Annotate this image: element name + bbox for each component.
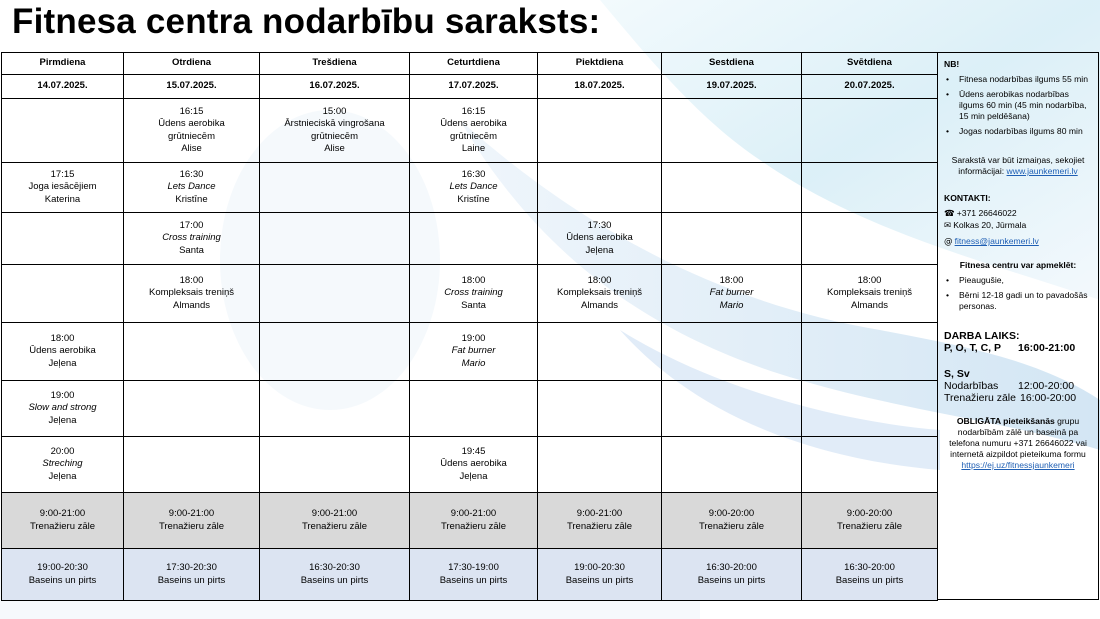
empty-cell bbox=[538, 437, 662, 493]
gym-hours-cell bbox=[802, 493, 938, 549]
facility-label: Trenažieru zāle bbox=[29, 520, 96, 532]
class-time: 17:30 bbox=[587, 219, 612, 231]
trainer-name: Katerina bbox=[44, 193, 81, 205]
class-time: 19:00 bbox=[50, 389, 75, 401]
day-header: Pirmdiena bbox=[2, 53, 124, 75]
empty-cell bbox=[2, 265, 124, 323]
pool-hours-cell bbox=[124, 549, 260, 601]
signup-bold: OBLIGĀTA pieteikšanās bbox=[956, 416, 1055, 426]
day-header: Sestdiena bbox=[662, 53, 802, 75]
class-cell bbox=[410, 437, 538, 493]
pool-row bbox=[2, 549, 938, 601]
class-time: 15:00 bbox=[322, 105, 347, 117]
schedule-row bbox=[2, 163, 938, 213]
gym-hours-cell bbox=[2, 493, 124, 549]
schedule-row bbox=[2, 265, 938, 323]
hours-range: 19:00-20:30 bbox=[574, 562, 625, 573]
hours-range: 19:00-20:30 bbox=[37, 562, 88, 573]
class-cell bbox=[538, 265, 662, 323]
trainer-name: Kristīne bbox=[175, 193, 208, 205]
class-name: Ūdens aerobika bbox=[440, 458, 507, 470]
class-name: Joga iesācējiem bbox=[28, 181, 97, 193]
contacts-title: KONTAKTI: bbox=[944, 193, 991, 203]
visitors-item: • Pieaugušie, bbox=[944, 275, 1092, 286]
class-time: 19:45 bbox=[461, 445, 486, 457]
trainer-name: Jeļena bbox=[48, 470, 77, 482]
class-cell bbox=[124, 163, 260, 213]
class-cell bbox=[2, 323, 124, 381]
empty-cell bbox=[538, 323, 662, 381]
gym-hours-cell bbox=[410, 493, 538, 549]
empty-cell bbox=[802, 99, 938, 163]
gym-hours-cell bbox=[124, 493, 260, 549]
hours-range: 9:00-20:00 bbox=[846, 508, 893, 519]
class-cell bbox=[124, 213, 260, 265]
nb-item: • Ūdens aerobikas nodarbības ilgums 60 min (45 min nodarbība, 15 min peldēšana) bbox=[944, 89, 1092, 122]
empty-cell bbox=[260, 437, 410, 493]
empty-cell bbox=[124, 437, 260, 493]
trainer-name: Almands bbox=[851, 299, 888, 311]
class-cell bbox=[260, 99, 410, 163]
class-name-extra: grūtniecēm bbox=[168, 130, 215, 142]
weekend-classes-time: 12:00-20:00 bbox=[1018, 380, 1075, 392]
hours-range: 17:30-20:30 bbox=[166, 562, 217, 573]
facility-label: Trenažieru zāle bbox=[698, 520, 765, 532]
empty-cell bbox=[260, 323, 410, 381]
empty-cell bbox=[538, 381, 662, 437]
class-cell bbox=[410, 163, 538, 213]
class-name: Lets Dance bbox=[167, 181, 216, 193]
schedule-row bbox=[2, 323, 938, 381]
empty-cell bbox=[662, 381, 802, 437]
class-name: Kompleksais treniņš bbox=[556, 287, 642, 299]
class-name: Ūdens aerobika bbox=[566, 232, 633, 244]
contact-phone bbox=[944, 208, 1092, 220]
class-time: 20:00 bbox=[50, 445, 75, 457]
class-time: 17:15 bbox=[50, 168, 75, 180]
gym-hours-cell bbox=[662, 493, 802, 549]
date-header: 19.07.2025. bbox=[662, 75, 802, 99]
hours-range: 9:00-21:00 bbox=[168, 508, 215, 519]
facility-label: Trenažieru zāle bbox=[566, 520, 633, 532]
class-name-extra: grūtniecēm bbox=[311, 130, 358, 142]
empty-cell bbox=[260, 213, 410, 265]
facility-label: Trenažieru zāle bbox=[301, 520, 368, 532]
class-name: Cross training bbox=[444, 287, 503, 299]
hours-range: 16:30-20:00 bbox=[706, 562, 757, 573]
class-time: 16:15 bbox=[179, 105, 204, 117]
envelope-icon: ✉ bbox=[944, 221, 952, 231]
class-cell bbox=[662, 265, 802, 323]
contact-email bbox=[944, 236, 1092, 248]
empty-cell bbox=[662, 437, 802, 493]
weekday-hours bbox=[944, 342, 1092, 354]
weekday-time: 16:00-21:00 bbox=[1018, 342, 1076, 354]
facility-label: Baseins un pirts bbox=[697, 574, 766, 586]
class-name: Ūdens aerobika bbox=[440, 118, 507, 129]
empty-cell bbox=[410, 213, 538, 265]
hours-range: 9:00-21:00 bbox=[450, 508, 497, 519]
changes-text: Sarakstā var būt izmaiņas, sekojiet informācijai: bbox=[951, 155, 1085, 176]
pool-hours-cell bbox=[802, 549, 938, 601]
info-panel bbox=[937, 52, 1099, 600]
changes-note bbox=[944, 155, 1092, 177]
empty-cell bbox=[662, 323, 802, 381]
class-time: 16:15 bbox=[461, 105, 486, 117]
trainer-name: Mario bbox=[719, 299, 744, 311]
weekend-label: S, Sv bbox=[944, 368, 970, 380]
signup-note bbox=[944, 416, 1092, 471]
weekday-label: P, O, T, C, P bbox=[944, 342, 1001, 354]
trainer-name: Jeļena bbox=[585, 244, 614, 256]
trainer-name: Mario bbox=[461, 357, 486, 369]
hours-range: 17:30-19:00 bbox=[448, 562, 499, 573]
empty-cell bbox=[2, 213, 124, 265]
phone-icon: ☎ bbox=[944, 209, 955, 219]
empty-cell bbox=[538, 163, 662, 213]
class-cell bbox=[802, 265, 938, 323]
pool-hours-cell bbox=[260, 549, 410, 601]
nb-item: • Jogas nodarbības ilgums 80 min bbox=[944, 126, 1092, 137]
empty-cell bbox=[662, 213, 802, 265]
gym-hours-cell bbox=[538, 493, 662, 549]
trainer-name: Jeļena bbox=[48, 357, 77, 369]
nb-title: NB! bbox=[944, 59, 960, 69]
class-time: 17:00 bbox=[179, 219, 204, 231]
hours-range: 9:00-21:00 bbox=[576, 508, 623, 519]
class-name: Kompleksais treniņš bbox=[826, 287, 912, 299]
class-time: 18:00 bbox=[179, 274, 204, 286]
class-name: Fat burner bbox=[451, 345, 496, 357]
date-header: 18.07.2025. bbox=[538, 75, 662, 99]
class-cell bbox=[2, 381, 124, 437]
signup-text: grupu nodarbībām zālē un baseinā pa telefona numuru +371 26646022 vai internetā aizpildot pieteikuma formu bbox=[949, 416, 1087, 459]
empty-cell bbox=[2, 99, 124, 163]
date-header: 15.07.2025. bbox=[124, 75, 260, 99]
day-header: Otrdiena bbox=[124, 53, 260, 75]
class-time: 19:00 bbox=[461, 332, 486, 344]
hours-range: 9:00-20:00 bbox=[708, 508, 755, 519]
empty-cell bbox=[802, 381, 938, 437]
date-header: 20.07.2025. bbox=[802, 75, 938, 99]
weekend-gym-label: Trenažieru zāle bbox=[944, 392, 1016, 404]
pool-hours-cell bbox=[410, 549, 538, 601]
trainer-name: Alise bbox=[324, 143, 345, 154]
class-time: 18:00 bbox=[587, 274, 612, 286]
nb-item: • Fitnesa nodarbības ilgums 55 min bbox=[944, 74, 1092, 85]
empty-cell bbox=[124, 323, 260, 381]
empty-cell bbox=[662, 99, 802, 163]
trainer-name: Laine bbox=[461, 143, 486, 154]
hours-range: 16:30-20:30 bbox=[309, 562, 360, 573]
class-name: Kompleksais treniņš bbox=[148, 287, 234, 299]
class-time: 18:00 bbox=[719, 274, 744, 286]
class-name: Cross training bbox=[162, 232, 221, 244]
class-cell bbox=[124, 265, 260, 323]
class-time: 16:30 bbox=[461, 168, 486, 180]
facility-label: Baseins un pirts bbox=[565, 574, 634, 586]
pool-hours-cell bbox=[538, 549, 662, 601]
class-cell bbox=[124, 99, 260, 163]
trainer-name: Almands bbox=[173, 299, 210, 311]
facility-label: Trenažieru zāle bbox=[440, 520, 507, 532]
phone-number: +371 26646022 bbox=[956, 208, 1017, 218]
class-name: Slow and strong bbox=[28, 402, 97, 414]
gym-row bbox=[2, 493, 938, 549]
class-cell bbox=[410, 99, 538, 163]
facility-label: Baseins un pirts bbox=[28, 574, 97, 586]
trainer-name: Almands bbox=[581, 299, 618, 311]
contact-address bbox=[944, 220, 1092, 232]
class-name-extra: grūtniecēm bbox=[450, 130, 497, 142]
class-name: Lets Dance bbox=[449, 181, 498, 193]
date-header: 16.07.2025. bbox=[260, 75, 410, 99]
trainer-name: Alise bbox=[181, 143, 202, 154]
weekend-classes-label: Nodarbības bbox=[944, 380, 999, 392]
class-name: Fat burner bbox=[709, 287, 754, 299]
class-time: 18:00 bbox=[461, 274, 486, 286]
day-header: Piektdiena bbox=[538, 53, 662, 75]
empty-cell bbox=[802, 323, 938, 381]
website-link[interactable]: www.jaunkemeri.lv bbox=[1006, 166, 1078, 176]
trainer-name: Jeļena bbox=[459, 470, 488, 482]
weekend-gym-time: 16:00-20:00 bbox=[1019, 392, 1077, 404]
class-name: Streching bbox=[42, 458, 83, 470]
nb-list bbox=[944, 74, 1092, 137]
class-cell bbox=[538, 213, 662, 265]
gym-hours-cell bbox=[260, 493, 410, 549]
facility-label: Trenažieru zāle bbox=[836, 520, 903, 532]
class-name: Ārstnieciskā vingrošana bbox=[284, 118, 385, 129]
trainer-name: Santa bbox=[179, 244, 204, 256]
hours-range: 9:00-21:00 bbox=[311, 508, 358, 519]
empty-cell bbox=[802, 437, 938, 493]
schedule-row bbox=[2, 381, 938, 437]
working-hours-title: DARBA LAIKS: bbox=[944, 330, 1020, 342]
address-text: Kolkas 20, Jūrmala bbox=[953, 220, 1027, 230]
trainer-name: Santa bbox=[461, 299, 486, 311]
class-cell bbox=[2, 163, 124, 213]
schedule-table bbox=[1, 52, 938, 601]
hours-range: 9:00-21:00 bbox=[39, 508, 86, 519]
at-icon: @ bbox=[944, 237, 953, 247]
class-name: Ūdens aerobika bbox=[158, 118, 225, 129]
empty-cell bbox=[410, 381, 538, 437]
email-link[interactable]: fitness@jaunkemeri.lv bbox=[954, 236, 1039, 246]
date-header: 14.07.2025. bbox=[2, 75, 124, 99]
visitors-item: • Bērni 12-18 gadi un to pavadošās personas. bbox=[944, 290, 1092, 312]
weekend-classes bbox=[944, 380, 1092, 392]
schedule-row bbox=[2, 437, 938, 493]
empty-cell bbox=[260, 265, 410, 323]
empty-cell bbox=[802, 163, 938, 213]
empty-cell bbox=[124, 381, 260, 437]
class-cell bbox=[410, 265, 538, 323]
visitors-list bbox=[944, 275, 1092, 312]
facility-label: Baseins un pirts bbox=[300, 574, 369, 586]
class-name: Ūdens aerobika bbox=[29, 345, 96, 357]
date-header: 17.07.2025. bbox=[410, 75, 538, 99]
weekend-gym bbox=[944, 392, 1092, 404]
schedule-row bbox=[2, 99, 938, 163]
day-header: Svētdiena bbox=[802, 53, 938, 75]
empty-cell bbox=[260, 163, 410, 213]
hours-range: 16:30-20:00 bbox=[844, 562, 895, 573]
day-header: Trešdiena bbox=[260, 53, 410, 75]
day-header-row bbox=[2, 53, 938, 75]
day-header: Ceturtdiena bbox=[410, 53, 538, 75]
signup-form-link[interactable]: https://ej.uz/fitnessjaunkemeri bbox=[961, 460, 1075, 470]
facility-label: Trenažieru zāle bbox=[158, 520, 225, 532]
visitors-title: Fitnesa centru var apmeklēt: bbox=[959, 260, 1077, 270]
page-title: Fitnesa centra nodarbību saraksts: bbox=[12, 2, 601, 41]
class-time: 18:00 bbox=[50, 332, 75, 344]
class-time: 18:00 bbox=[857, 274, 882, 286]
facility-label: Baseins un pirts bbox=[835, 574, 904, 586]
schedule-row bbox=[2, 213, 938, 265]
trainer-name: Jeļena bbox=[48, 414, 77, 426]
facility-label: Baseins un pirts bbox=[439, 574, 508, 586]
pool-hours-cell bbox=[662, 549, 802, 601]
empty-cell bbox=[538, 99, 662, 163]
empty-cell bbox=[260, 381, 410, 437]
trainer-name: Kristīne bbox=[457, 193, 490, 205]
facility-label: Baseins un pirts bbox=[157, 574, 226, 586]
pool-hours-cell bbox=[2, 549, 124, 601]
empty-cell bbox=[802, 213, 938, 265]
class-cell bbox=[410, 323, 538, 381]
class-cell bbox=[2, 437, 124, 493]
empty-cell bbox=[662, 163, 802, 213]
class-time: 16:30 bbox=[179, 168, 204, 180]
date-header-row bbox=[2, 75, 938, 99]
